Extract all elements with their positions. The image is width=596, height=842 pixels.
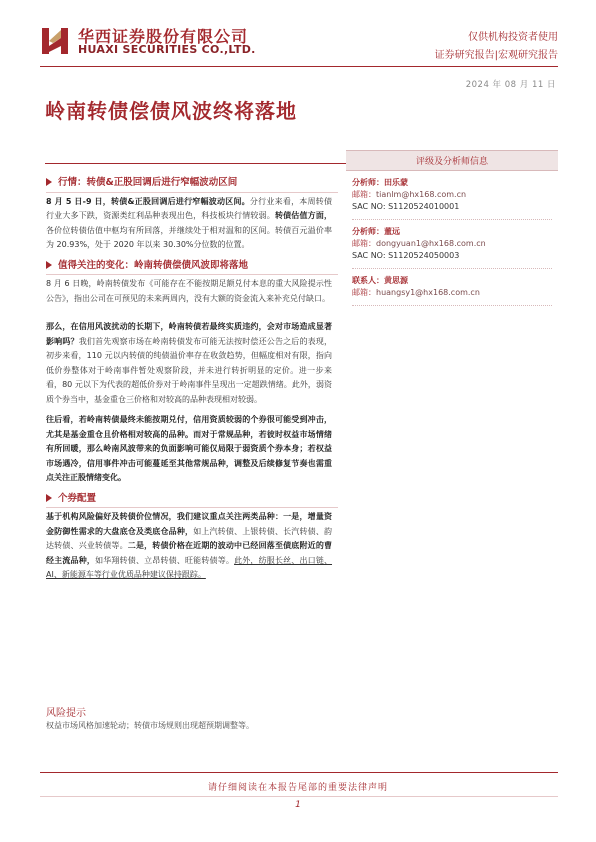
allocation-list-1: 如上汽转债、上银转债、长汽转债、韵达转债、兴业转债等。 (46, 526, 333, 550)
section-triangle-icon (46, 178, 52, 186)
sidebar-heading: 评级及分析师信息 (346, 150, 558, 171)
section-heading-change (46, 259, 332, 274)
section-underline (46, 507, 338, 508)
analyst-email-row (352, 189, 552, 201)
footer-divider-2 (40, 796, 558, 797)
outlook-paragraph (46, 413, 332, 486)
contact-email[interactable]: huangsy1@hx168.com.cn (376, 288, 480, 297)
market-lead: 8 月 5 日-9 日，转债&正股回调后进行窄幅波动区间。 (46, 196, 250, 206)
allocation-list-2: 如华翔转债、立昂转债、旺能转债等。 (95, 555, 235, 565)
section-triangle-icon (46, 261, 52, 269)
change-paragraph: 8 月 6 日晚，岭南转债发布《可能存在不能按期足额兑付本息的重大风险提示性公告》，指出公司在可预见的未来两周内，没有大额的资金流入来补充兑付缺口。 (46, 279, 332, 303)
market-text: 分行业来看，本周转债行业大多下跌，资源类红利品种表现出色，科技板块行情较弱。 (46, 196, 333, 220)
huaxi-logo-icon (40, 26, 70, 56)
report-date: 2024 年 08 月 11 日 (465, 80, 556, 90)
email-label: 邮箱： (352, 190, 376, 199)
audience-note: 仅供机构投资者使用 (468, 32, 558, 43)
impact-question: 那么，在信用风波扰动的长期下，岭南转债若最终实质违约，会对市场造成显著影响吗？ (46, 322, 332, 346)
email-label: 邮箱： (352, 239, 376, 248)
footer-divider (40, 772, 558, 773)
analyst-name: 分析师：田乐蒙 (352, 178, 408, 187)
section-underline (46, 192, 338, 193)
sidebar-divider (352, 219, 552, 220)
main-column (46, 176, 332, 589)
report-title: 岭南转债偿债风波终将落地 (45, 99, 297, 123)
sidebar-divider (352, 268, 552, 269)
company-name-cn: 华西证券股份有限公司 (78, 27, 249, 46)
header-divider (40, 66, 558, 67)
section-heading-allocation (46, 492, 332, 507)
analyst-email-row (352, 238, 552, 250)
company-name-en: HUAXI SECURITIES CO.,LTD. (78, 43, 256, 56)
report-type: 证券研究报告|宏观研究报告 (434, 50, 558, 61)
analyst-name: 分析师：董远 (352, 227, 400, 236)
impact-paragraph (46, 320, 332, 407)
analyst-sac: SAC NO: S1120524010001 (352, 202, 460, 211)
analyst-email[interactable]: dongyuan1@hx168.com.cn (376, 239, 486, 248)
contact-name: 联系人：黄思源 (352, 276, 408, 285)
risk-text: 权益市场风格加速轮动；转债市场规则出现超预期调整等。 (46, 721, 254, 730)
section-heading-text: 行情：转债&正股回调后进行窄幅波动区间 (58, 177, 238, 188)
page-number: 1 (295, 800, 301, 810)
allocation-tracking: 此外，纺服长丝、出口链、AI、新能源车等行业优质品种建议保持跟踪。 (46, 555, 333, 579)
analyst-sidebar (346, 150, 558, 312)
email-label: 邮箱： (352, 288, 376, 297)
analyst-sac: SAC NO: S1120524050003 (352, 251, 460, 260)
sidebar-divider (352, 305, 552, 306)
section-heading-text: 个券配置 (58, 492, 97, 504)
section-heading-text: 值得关注的变化：岭南转债偿债风波即将落地 (58, 259, 249, 271)
section-heading-market (46, 176, 332, 191)
analyst-list (346, 171, 558, 312)
legal-notice: 请仔细阅读在本报告尾部的重要法律声明 (207, 783, 388, 793)
outlook-text: 往后看，若岭南转债最终未能按期兑付，信用资质较弱的个券很可能受到冲击，尤其是基金重仓且价格相对较高的品种。而对于常规品种，若彼时权益市场情绪有所回暖，那么岭南风波带来的负面影响可能仅局限于弱资质个券本身；若权益市场遇冷，信用事件冲击可能蔓延至其他常规品种，调整及后续修复节奏也需重点关注正股情绪变化。 (46, 415, 332, 482)
allocation-lead: 基于机构风险偏好及转债价位情况，我们建议重点关注两类品种：一是，增量资金防御性需求的大盘底仓及类底仓品种， (46, 512, 332, 536)
allocation-paragraph (46, 510, 332, 583)
section-underline (46, 274, 338, 275)
risk-heading: 风险提示 (46, 708, 86, 719)
analyst-email[interactable]: tianlm@hx168.com.cn (376, 190, 467, 199)
valuation-text: 各价位转债估值中枢均有所回落，并继续处于相对温和的区间。转债百元溢价率为 20.93%，处于 2020 年以来 30.30%分位数的位置。 (46, 225, 332, 249)
section-triangle-icon (46, 494, 52, 502)
market-paragraph (46, 195, 332, 253)
allocation-lead-2: 二是，转债价格在近期的波动中已经回落至债底附近的曹经主流品种， (46, 541, 332, 565)
valuation-lead: 转债估值方面， (274, 211, 333, 220)
impact-text: 我们首先观察市场在岭南转债发布可能无法按时偿还公告之后的表现，初步来看，110 元以内转债的纯债溢价率存在收敛趋势，但幅度相对有限，指向低价券整体对于岭南事件暂处观察阶段，并未进行转折明显的定价。进一步来看，80 元以下为代表的超低价券对于岭南事件呈现出一定超跌情绪。此外，弱资质个券当中，基金重仓三价格和对较高的品种表现相对较弱。 (46, 336, 333, 404)
contact-email-row (352, 287, 552, 299)
